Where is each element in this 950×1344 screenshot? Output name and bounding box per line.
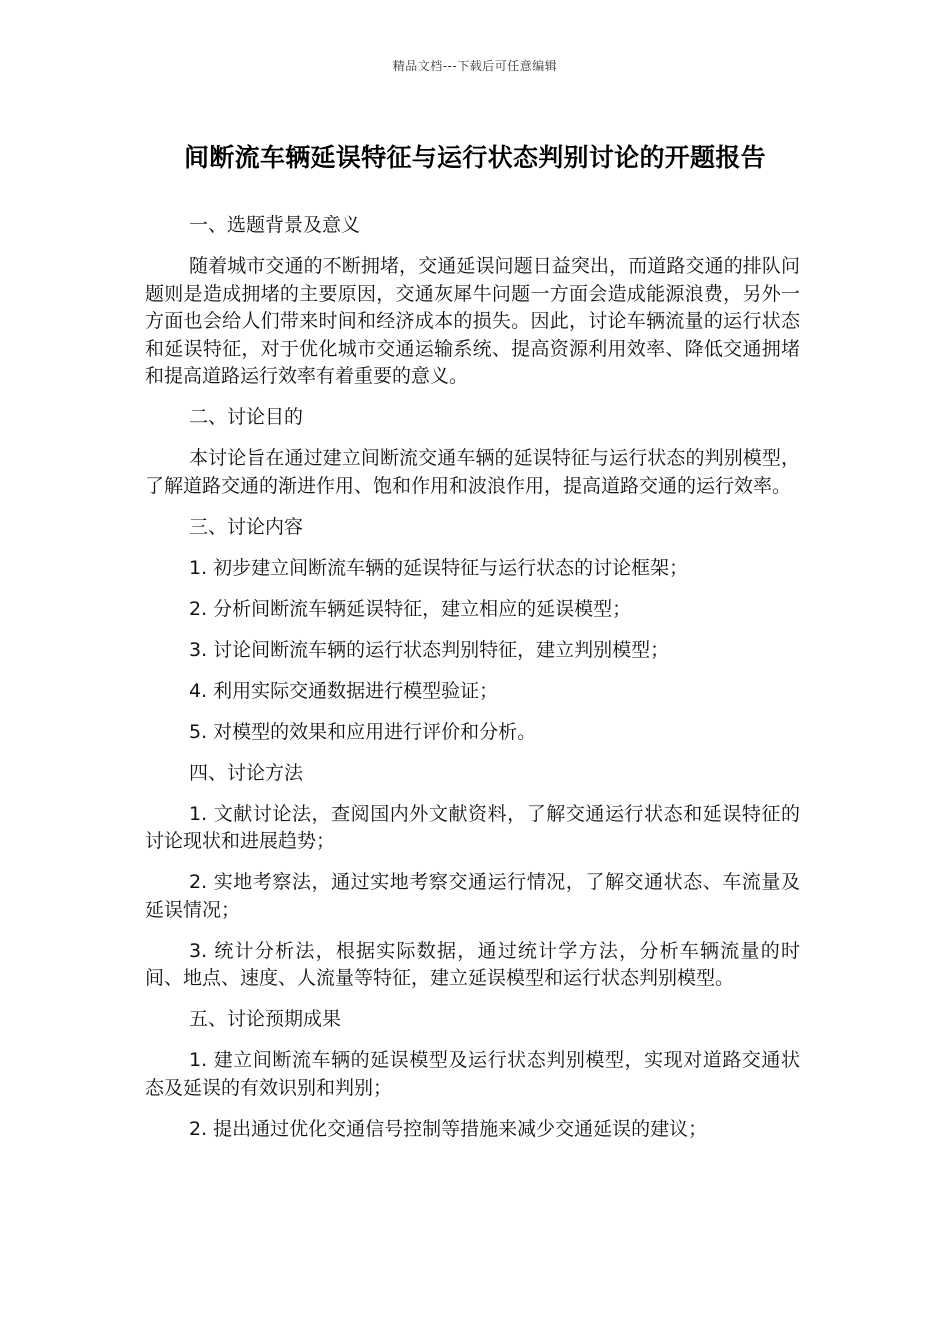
- section-heading-purpose: 二、讨论目的: [189, 406, 304, 428]
- section-heading-background: 一、选题背景及意义: [189, 214, 361, 236]
- method-item: 2. 实地考察法，通过实地考察交通运行情况，了解交通状态、车流量及延误情况；: [145, 871, 800, 921]
- header-note: 精品文档---下载后可任意编辑: [392, 59, 558, 73]
- document-body: [145, 212, 800, 1157]
- content-item: 4. 利用实际交通数据进行模型验证；: [189, 679, 499, 702]
- section-heading-content: 三、讨论内容: [189, 515, 304, 538]
- background-paragraph: 随着城市交通的不断拥堵，交通延误问题日益突出，而道路交通的排队问题则是造成拥堵的主要原因，交通灰犀牛问题一方面会造成能源浪费，另外一方面也会给人们带来时间和经济成本的损失。因此，讨论车辆流量的运行状态和延误特征，对于优化城市交通运输系统、提高资源利用效率、降低交通拥堵和提高道路运行效率有着重要的意义。: [145, 255, 800, 387]
- section-heading-outcomes: 五、讨论预期成果: [189, 1008, 342, 1030]
- outcome-item: 1. 建立间断流车辆的延误模型及运行状态判别模型，实现对道路交通状态及延误的有效识别和判别；: [145, 1049, 800, 1099]
- content-item: 1. 初步建立间断流车辆的延误特征与运行状态的讨论框架；: [189, 556, 689, 579]
- purpose-paragraph: 本讨论旨在通过建立间断流交通车辆的延误特征与运行状态的判别模型，了解道路交通的渐进作用、饱和作用和波浪作用，提高道路交通的运行效率。: [145, 447, 800, 497]
- content-item: 5. 对模型的效果和应用进行评价和分析。: [189, 720, 537, 743]
- method-item: 3. 统计分析法，根据实际数据，通过统计学方法，分析车辆流量的时间、地点、速度、人流量等特征，建立延误模型和运行状态判别模型。: [145, 939, 800, 989]
- outcome-item: 2. 提出通过优化交通信号控制等措施来减少交通延误的建议；: [189, 1117, 708, 1140]
- document-title: 间断流车辆延误特征与运行状态判别讨论的开题报告: [184, 143, 766, 172]
- section-heading-methods: 四、讨论方法: [189, 761, 304, 784]
- content-item: 3. 讨论间断流车辆的运行状态判别特征，建立判别模型；: [189, 638, 670, 661]
- method-item: 1. 文献讨论法，查阅国内外文献资料，了解交通运行状态和延误特征的讨论现状和进展趋势；: [145, 802, 800, 852]
- content-item: 2. 分析间断流车辆延误特征，建立相应的延误模型；: [189, 597, 632, 620]
